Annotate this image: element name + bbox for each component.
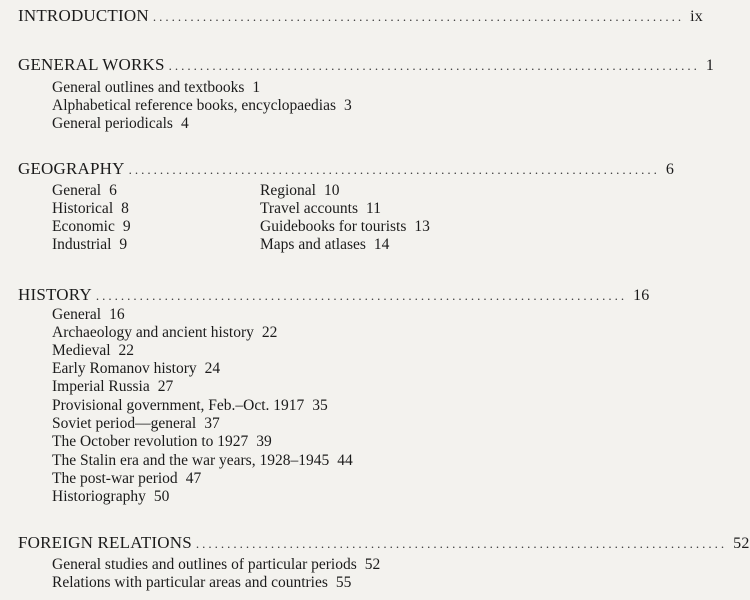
- entry-page-number: 44: [337, 452, 353, 469]
- entry-label: General: [52, 306, 102, 323]
- entry-page-number: 24: [204, 360, 221, 377]
- toc-heading-introduction: [18, 6, 703, 26]
- entry-page-number: 6: [109, 182, 117, 199]
- section-page-number: 52: [733, 535, 750, 552]
- entry-label: Maps and atlases: [260, 236, 366, 253]
- toc-heading-geography: [18, 159, 675, 179]
- entry-page-number: 16: [109, 306, 125, 323]
- entry-page-number: 14: [373, 236, 390, 253]
- entry-label: General outlines and textbooks: [52, 79, 245, 96]
- section-title: INTRODUCTION: [18, 6, 149, 25]
- toc-entry: [52, 182, 117, 200]
- toc-entry: [52, 470, 201, 488]
- toc-entry: [52, 306, 125, 324]
- entry-page-number: 22: [118, 342, 135, 359]
- leader-dots: .....................................................................................: [195, 536, 728, 551]
- toc-heading-history: [18, 285, 650, 305]
- section-title: GEOGRAPHY: [18, 159, 125, 178]
- entry-label: General: [52, 182, 102, 199]
- entry-label: Medieval: [52, 342, 111, 359]
- entry-page-number: 4: [180, 115, 189, 132]
- entry-page-number: 50: [153, 488, 170, 505]
- section-page-number: 6: [665, 161, 675, 178]
- entry-label: The October revolution to 1927: [52, 433, 249, 450]
- entry-page-number: 55: [335, 574, 352, 591]
- entry-label: Historical: [52, 200, 114, 217]
- section-page-number: 16: [633, 287, 650, 304]
- toc-heading-general-works: [18, 55, 715, 75]
- entry-page-number: 47: [185, 470, 202, 487]
- toc-entry: [52, 452, 353, 470]
- toc-entry: [52, 574, 351, 592]
- toc-entry: [52, 200, 129, 218]
- toc-entry: [52, 397, 328, 415]
- section-page-number: ix: [690, 8, 703, 25]
- entry-label: Travel accounts: [260, 200, 359, 217]
- section-title: FOREIGN RELATIONS: [18, 533, 192, 552]
- entry-label: Industrial: [52, 236, 112, 253]
- entry-page-number: 37: [204, 415, 220, 432]
- entry-page-number: 1: [252, 79, 261, 96]
- toc-entry: [52, 433, 272, 451]
- entry-page-number: 3: [344, 97, 352, 114]
- entry-page-number: 27: [157, 378, 174, 395]
- entry-label: Provisional government, Feb.–Oct. 1917: [52, 397, 305, 414]
- leader-dots: .....................................................................................: [95, 288, 628, 303]
- entry-page-number: 9: [122, 218, 131, 235]
- entry-page-number: 52: [364, 556, 381, 573]
- entry-label: Guidebooks for tourists: [260, 218, 407, 235]
- section-title: GENERAL WORKS: [18, 55, 165, 74]
- entry-label: General studies and outlines of particular periods: [52, 556, 357, 573]
- toc-entry: [52, 97, 352, 115]
- toc-entry: [52, 236, 127, 254]
- entry-label: Economic: [52, 218, 115, 235]
- toc-entry: [52, 324, 277, 342]
- entry-label: Imperial Russia: [52, 378, 150, 395]
- entry-page-number: 10: [323, 182, 340, 199]
- entry-label: Alphabetical reference books, encyclopaedias: [52, 97, 337, 114]
- section-title: HISTORY: [18, 285, 92, 304]
- entry-label: Early Romanov history: [52, 360, 197, 377]
- toc-entry: [52, 488, 169, 506]
- entry-page-number: 8: [121, 200, 129, 217]
- toc-entry: [260, 236, 389, 254]
- toc-entry: [52, 378, 173, 396]
- entry-page-number: 9: [119, 236, 128, 253]
- toc-entry: [52, 342, 134, 360]
- toc-entry: [52, 360, 220, 378]
- toc-heading-foreign-relations: [18, 533, 750, 553]
- toc-entry: [52, 79, 260, 97]
- entry-label: The Stalin era and the war years, 1928–1945: [52, 452, 330, 469]
- entry-label: Archaeology and ancient history: [52, 324, 254, 341]
- entry-page-number: 35: [312, 397, 328, 414]
- entry-page-number: 22: [261, 324, 278, 341]
- toc-entry: [260, 218, 430, 236]
- leader-dots: .....................................................................................: [152, 9, 685, 24]
- toc-entry: [52, 218, 131, 236]
- entry-label: Soviet period—general: [52, 415, 197, 432]
- entry-page-number: 39: [256, 433, 272, 450]
- toc-entry: [52, 556, 380, 574]
- entry-label: Regional: [260, 182, 316, 199]
- entry-label: Historiography: [52, 488, 146, 505]
- toc-entry: [52, 115, 189, 133]
- section-page-number: 1: [705, 57, 715, 74]
- entry-label: General periodicals: [52, 115, 173, 132]
- leader-dots: .....................................................................................: [128, 162, 660, 177]
- entry-label: The post-war period: [52, 470, 178, 487]
- leader-dots: .....................................................................................: [168, 58, 700, 73]
- toc-entry: [52, 415, 220, 433]
- entry-label: Relations with particular areas and countries: [52, 574, 328, 591]
- entry-page-number: 13: [414, 218, 430, 235]
- entry-page-number: 11: [366, 200, 381, 217]
- toc-entry: [260, 182, 339, 200]
- toc-entry: [260, 200, 381, 218]
